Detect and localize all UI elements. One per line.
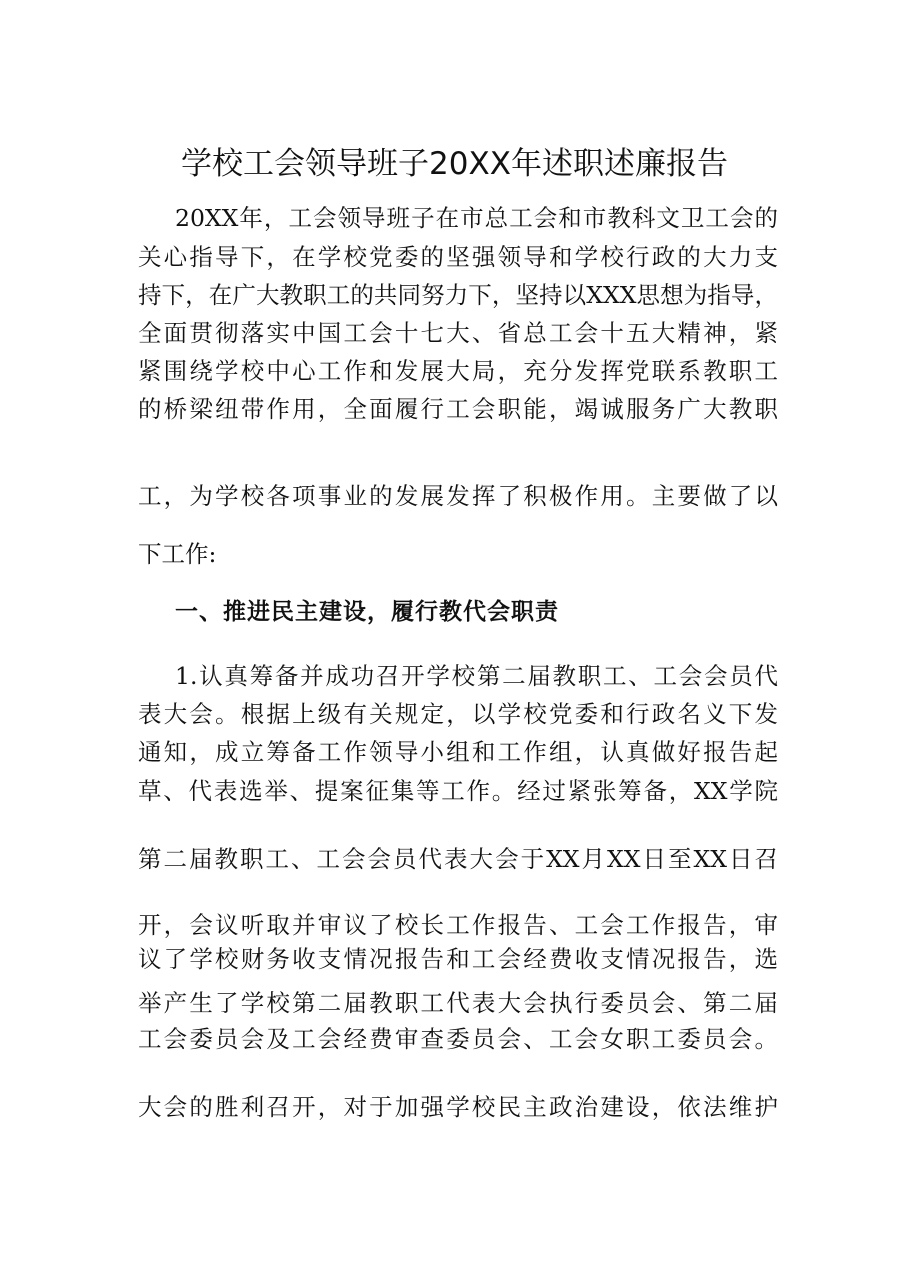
paragraph-line: 关心指导下，在学校党委的坚强领导和学校行政的大力支 xyxy=(138,243,778,271)
paragraph-line: 草、代表选举、提案征集等工作。经过紧张筹备，XX学院 xyxy=(138,777,778,805)
paragraph-line: 全面贯彻落实中国工会十七大、省总工会十五大精神，紧 xyxy=(138,319,778,347)
paragraph-line: 通知，成立筹备工作领导小组和工作组，认真做好报告起 xyxy=(138,738,778,766)
document-title: 学校工会领导班子20XX年述职述廉报告 xyxy=(181,146,728,182)
paragraph-line: 议了学校财务收支情况报告和工会经费收支情况报告，选 xyxy=(138,945,778,973)
paragraph-line: 1.认真筹备并成功召开学校第二届教职工、工会会员代 xyxy=(175,662,778,690)
paragraph-line: 持下，在广大教职工的共同努力下，坚持以XXX思想为指导， xyxy=(138,281,778,309)
paragraph-line: 举产生了学校第二届教职工代表大会执行委员会、第二届 xyxy=(138,989,778,1017)
paragraph-line: 20XX年，工会领导班子在市总工会和市教科文卫工会的 xyxy=(175,204,778,232)
paragraph-line: 工，为学校各项事业的发展发挥了积极作用。主要做了以 xyxy=(138,482,778,510)
section-heading: 一、推进民主建设，履行教代会职责 xyxy=(175,599,559,625)
paragraph-line: 开，会议听取并审议了校长工作报告、工会工作报告，审 xyxy=(138,911,778,939)
paragraph-line: 工会委员会及工会经费审查委员会、工会女职工委员会。 xyxy=(138,1025,778,1053)
paragraph-line: 表大会。根据上级有关规定，以学校党委和行政名义下发 xyxy=(138,700,778,728)
paragraph-line: 下工作: xyxy=(138,540,217,568)
paragraph-line: 大会的胜利召开，对于加强学校民主政治建设，依法维护 xyxy=(138,1093,778,1121)
paragraph-line: 紧围绕学校中心工作和发展大局，充分发挥党联系教职工 xyxy=(138,357,778,385)
paragraph-line: 第二届教职工、工会会员代表大会于XX月XX日至XX日召 xyxy=(138,845,778,873)
paragraph-line: 的桥梁纽带作用，全面履行工会职能，竭诚服务广大教职 xyxy=(138,395,778,423)
